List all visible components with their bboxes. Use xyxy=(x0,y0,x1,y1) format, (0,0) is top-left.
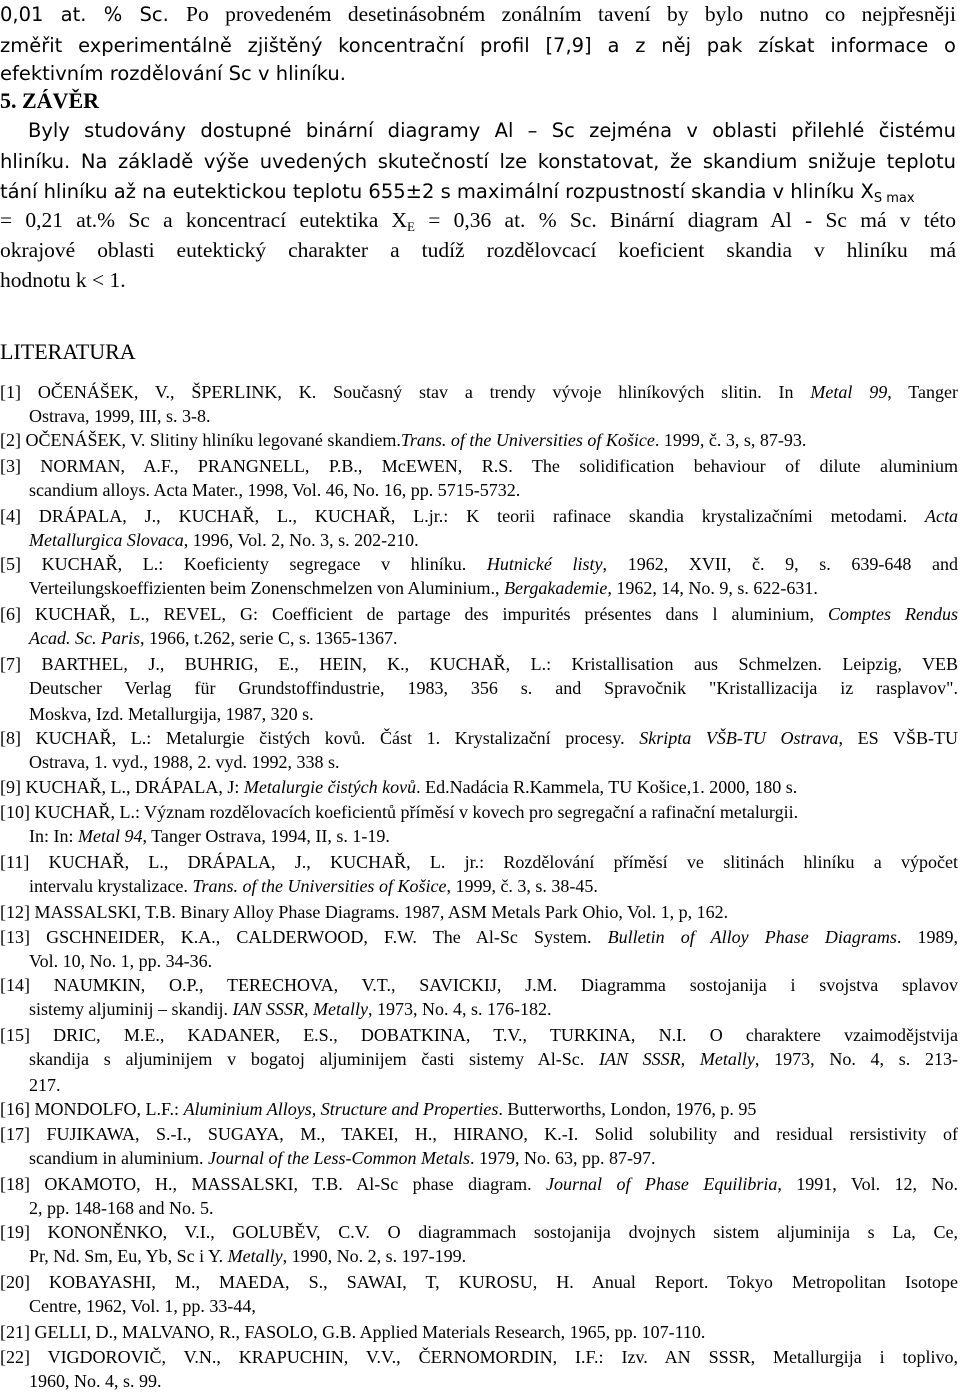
intro-line-3: efektivním rozdělování Sc v hliníku. xyxy=(0,62,346,85)
conclusion-line-2: hliníku. Na základě výše uvedených skutečností lze konstatovat, že skandium snižuje teplotu xyxy=(0,150,956,173)
intro-line-2: změřit experimentálně zjištěný koncentrační profil [7,9] a z něj pak získat informace o xyxy=(0,34,956,57)
conclusion-line-1: Byly studovány dostupné binární diagramy Al – Sc zejména v oblasti přilehlé čistému xyxy=(28,119,956,142)
intro-line-1: 0,01 at. % Sc. Po provedeném desetinásobném zonálním tavení by bylo nutno co nejpřesněji xyxy=(0,2,956,26)
literature-heading: LITERATURA xyxy=(0,339,136,364)
conclusion-line-4: = 0,21 at.% Sc a koncentrací eutektika $X_E = 0,36$ at. % Sc. Binární diagram Al - Sc má v této xyxy=(0,208,956,234)
conclusion-heading: 5. ZÁVĚR xyxy=(0,88,100,113)
conclusion-line-6: hodnotu k < 1. xyxy=(0,268,126,292)
conclusion-line-3: tání hliníku až na eutektickou teplotu 655±2 s maximální rozpustností skandia v hliníku $X_{S max}$ xyxy=(0,180,915,206)
document-page: 0,01 at. % Sc. Po provedeném desetinásobném zonálním tavení by bylo nutno co nejpřesněji změřit experimentálně zjištěný koncentrační profil [7,9] a z něj pak získat informace o efektivním rozdělování Sc v hliníku. 5. ZÁVĚR Byly studovány dostupné binární diagramy Al – Sc zejména v oblasti přilehlé čistému hliníku. Na základě výše uvedených skutečností lze konstatovat, že skandium snižuje teplotu tání hliníku až na eutektickou teplotu 655±2 s maximální rozpustností skandia v hliníku $X_{S max}$ = 0,21 at.% Sc a koncentrací eutektika $X_E = 0,36$ at. % Sc. Binární diagram Al - Sc má v této okrajové oblasti eutektický charakter a tudíž rozdělovcací koeficient skandia v hliníku má hodnotu k < 1. LITERATURA [1] OČENÁŠEK, V., ŠPERLINK, K. Současný stav a trendy vývoje hliníkových slitin. In Metal 99, Tanger Ostrava, 1999, III, s. 3-8. [2] OČENÁŠEK, V. Slitiny hliníku legované skandiem.Trans. of the Universities of Košice. 1999, č. 3, s, 87-93. [3] NORMAN, A.F., PRANGNELL, P.B., McEWEN, R.S. The solidification behaviour of dilute aluminium scandium alloys. Acta Mater., 1998, Vol. 46, No. 16, pp. 5715-5732. [4] DRÁPALA, J., KUCHAŘ, L., KUCHAŘ, L.jr.: K teorii rafinace skandia krystalizačními metodami. Acta Metallurgica Slovaca, 1996, Vol. 2, No. 3, s. 202-210. [5] KUCHAŘ, L.: Koeficienty segregace v hliníku. Hutnické listy, 1962, XVII, č. 9, s. 639-648 and Verteilungskoeffizienten beim Zonenschmelzen von Aluminium., Bergakademie, 1962, 14, No. 9, s. 622-631. [6] KUCHAŘ, L., REVEL, G: Coefficient de partage des impurités présentes dans l aluminium, Comptes Rendus Acad. Sc. Paris, 1966, t.262, serie C, s. 1365-1367. [7] BARTHEL, J., BUHRIG, E., HEIN, K., KUCHAŘ, L.: Kristallisation aus Schmelzen. Leipzig, VEB Deutscher Verlag für Grundstoffindustrie, 1983, 356 s. and Spravočnik "Kristallizacija iz rasplavov". Moskva, Izd. Metallurgija, 1987, 320 s. [8] KUCHAŘ, L.: Metalurgie čistých kovů. Část 1. Krystalizační procesy. Skripta VŠB-TU Ostrava, ES VŠB-TU Ostrava, 1. vyd., 1988, 2. vyd. 1992, 338 s. [9] KUCHAŘ, L., DRÁPALA, J: Metalurgie čistých kovů. Ed.Nadácia R.Kammela, TU Košice,1. 2000, 180 s. [10] KUCHAŘ, L.: Význam rozdělovacích koeficientů příměsí v kovech pro segregační a rafinační metalurgii. In: In: Metal 94, Tanger Ostrava, 1994, II, s. 1-19. [11] KUCHAŘ, L., DRÁPALA, J., KUCHAŘ, L. jr.: Rozdělování příměsí ve slitinách hliníku a výpočet intervalu krystalizace. Trans. of the Universities of Košice, 1999, č. 3, s. 38-45. [12] MASSALSKI, T.B. Binary Alloy Phase Diagrams. 1987, ASM Metals Park Ohio, Vol. 1, p, 162. [13] GSCHNEIDER, K.A., CALDERWOOD, F.W. The Al-Sc System. Bulletin of Alloy Phase Diagrams. 1989, Vol. 10, No. 1, pp. 34-36. [14] NAUMKIN, O.P., TERECHOVA, V.T., SAVICKIJ, J.M. Diagramma sostojanija i svojstva splavov sistemy aljuminij – skandij. IAN SSSR, Metally, 1973, No. 4, s. 176-182. [15] DRIC, M.E., KADANER, E.S., DOBATKINA, T.V., TURKINA, N.I. O charaktere vzaimodějstvija skandija s aljuminijem v bogatoj aljuminijem časti sistemy Al-Sc. IAN SSSR, Metally, 1973, No. 4, s. 213- 217. [16] MONDOLFO, L.F.: Aluminium Alloys, Structure and Properties. Butterworths, London, 1976, p. 95 [17] FUJIKAWA, S.-I., SUGAYA, M., TAKEI, H., HIRANO, K.-I. Solid solubility and residual rersistivity of scandium in aluminium. Journal of the Less-Common Metals. 1979, No. 63, pp. 87-97. [18] OKAMOTO, H., MASSALSKI, T.B. Al-Sc phase diagram. Journal of Phase Equilibria, 1991, Vol. 12, No. 2, pp. 148-168 and No. 5. [19] KONONĚNKO, V.I., GOLUBĚV, C.V. O diagrammach sostojanija dvojnych sistem aljuminija s La, Ce, Pr, Nd. Sm, Eu, Yb, Sc i Y. Metally, 1990, No. 2, s. 197-199. [20] KOBAYASHI, M., MAEDA, S., SAWAI, T, KUROSU, H. Anual Report. Tokyo Metropolitan Isotope Centre, 1962, Vol. 1, pp. 33-44, [21] GELLI, D., MALVANO, R., FASOLO, G.B. Applied Materials Research, 1965, pp. 107-110. [22] VIGDOROVIČ, V.N., KRAPUCHIN, V.V., ČERNOMORDIN, I.F.: Izv. AN SSSR, Metallurgija i toplivo, 1960, No. 4, s. 99. xyxy=(0,2,959,1391)
conclusion-line-5: okrajové oblasti eutektický charakter a tudíž rozdělovcací koeficient skandia v hliníku má xyxy=(0,238,956,262)
